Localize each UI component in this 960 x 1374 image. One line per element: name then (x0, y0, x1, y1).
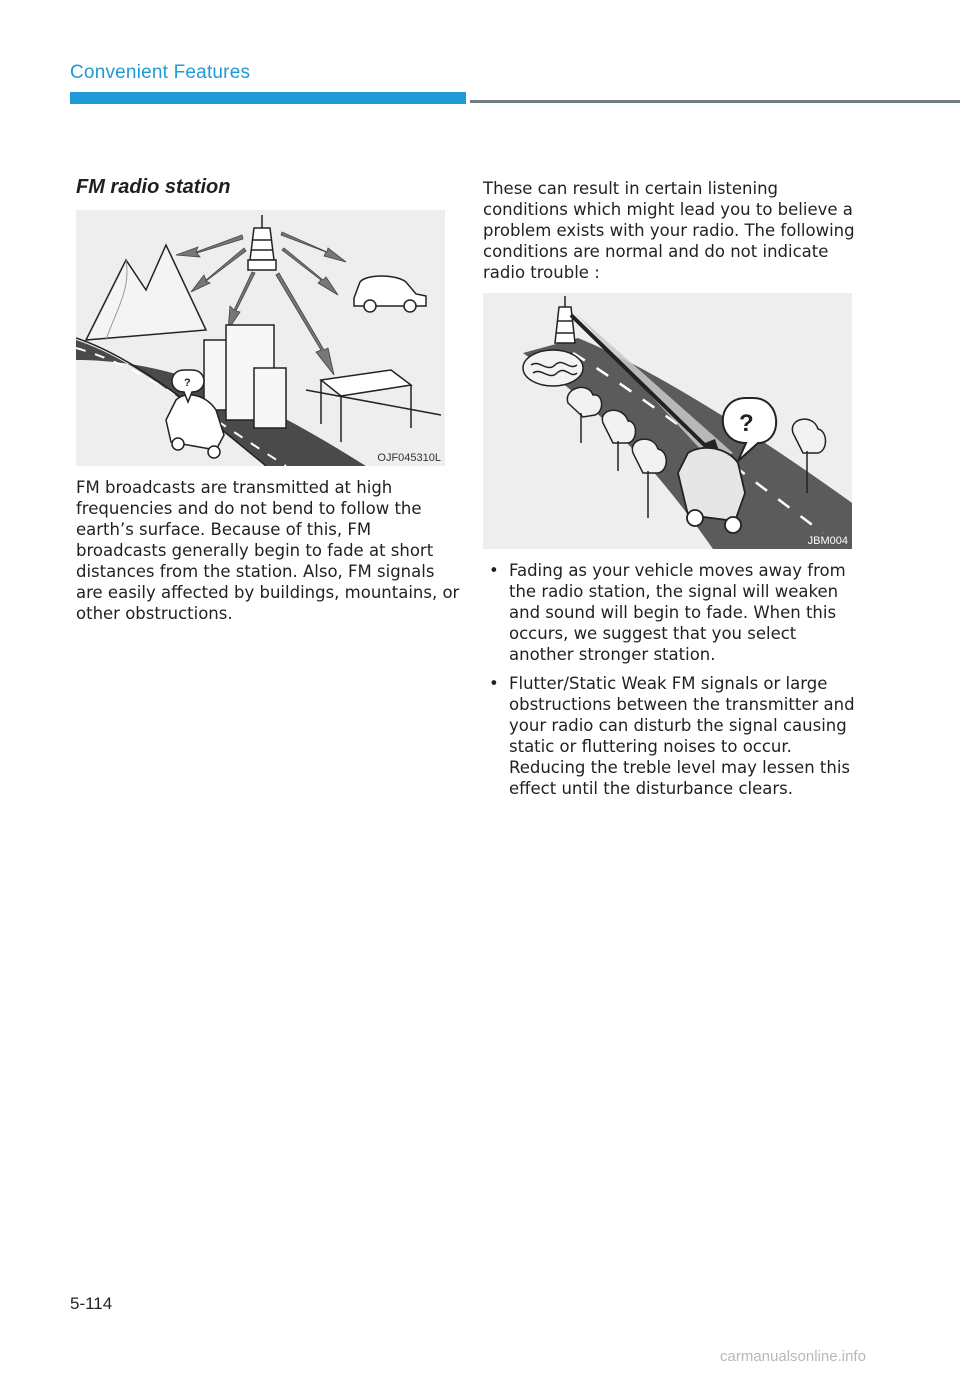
header-accent-bar (70, 92, 466, 104)
fm-radio-heading: FM radio station (76, 176, 231, 198)
listening-conditions-paragraph: These can result in certain listening conditions which might lead you to believe a problem exists with your radio. The following conditions are normal and do not indicate radio trouble : (483, 179, 855, 282)
list-item (483, 673, 863, 799)
svg-text:?: ? (739, 410, 754, 437)
list-item (483, 560, 863, 665)
list-item-text: Flutter/Static Weak FM signals or large obstructions between the transmitter and your radio can disturb the signal causing static or fluttering noises to occur. Reducing the treble level may lessen this effect until the disturbance clears. (509, 674, 855, 798)
fm-station-drawing (76, 210, 445, 466)
figure-code: OJF045310L (377, 452, 441, 464)
header-rule (470, 100, 960, 103)
fm-station-illustration (76, 210, 445, 466)
list-item-text: Fading as your vehicle moves away from the radio station, the signal will weaken and sound will begin to fade. When this occurs, we suggest that you select another stronger station. (509, 561, 846, 664)
signal-fading-illustration (483, 293, 852, 549)
bullet-marker: • (489, 561, 499, 580)
fm-broadcast-paragraph: FM broadcasts are transmitted at high frequencies and do not bend to follow the earth’s surface. Because of this, FM broadcasts generally begin to fade at short distances from the station. Also, FM signals are easily affected by buildings, mountains, or other obstructions. (76, 478, 460, 623)
page-number: 5-114 (70, 1294, 113, 1313)
signal-fading-drawing (483, 293, 852, 549)
section-title: Convenient Features (70, 62, 251, 83)
figure-code: JBM004 (807, 535, 848, 547)
svg-text:?: ? (184, 377, 191, 389)
bullet-marker: • (489, 674, 499, 693)
condition-list (483, 560, 863, 807)
watermark: carmanualsonline.info (720, 1348, 866, 1365)
